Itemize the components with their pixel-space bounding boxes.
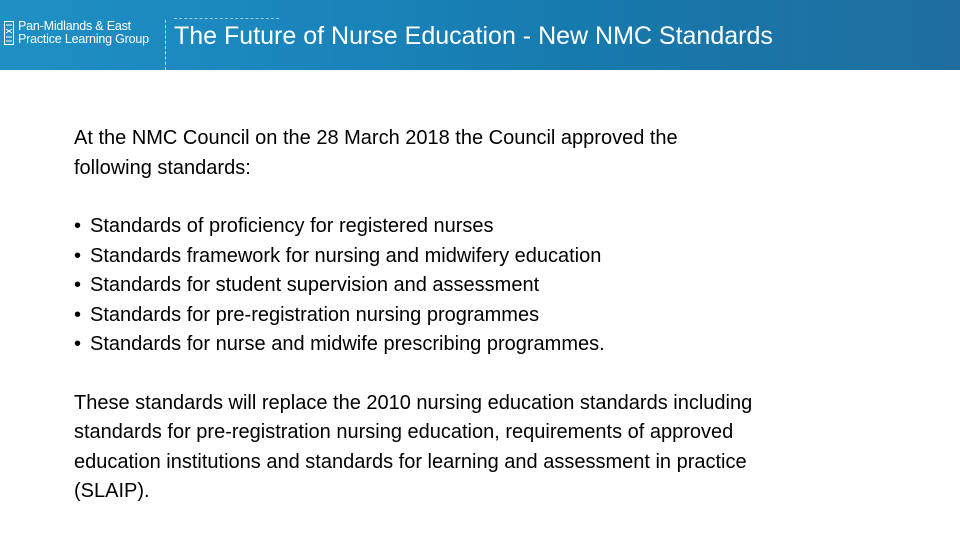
bullet-icon: • bbox=[74, 274, 82, 296]
closing-line: These standards will replace the 2010 nursing education standards including bbox=[74, 391, 753, 414]
logo-text bbox=[18, 20, 149, 46]
list-item-text: Standards framework for nursing and midwifery education bbox=[90, 244, 602, 267]
list-item-text: Standards for pre-registration nursing programmes bbox=[90, 303, 540, 326]
list-item-text: Standards for nurse and midwife prescribing programmes. bbox=[90, 333, 605, 355]
list-item bbox=[74, 271, 914, 301]
list-item-text: Standards for student supervision and assessment bbox=[90, 274, 540, 296]
closing-line: (SLAIP). bbox=[74, 480, 150, 502]
bullet-icon: • bbox=[74, 333, 82, 355]
intro-line: following standards: bbox=[74, 156, 251, 179]
header-divider bbox=[165, 20, 166, 70]
list-item bbox=[74, 330, 914, 360]
list-item bbox=[74, 301, 914, 331]
closing-line: standards for pre-registration nursing education, requirements of approved bbox=[74, 421, 734, 443]
logo-line-1: Pan-Midlands & East bbox=[18, 19, 131, 33]
header-bar bbox=[0, 0, 960, 70]
bullet-icon: • bbox=[74, 215, 82, 237]
bullet-icon: • bbox=[74, 244, 82, 267]
page-title: The Future of Nurse Education - New NMC Standards bbox=[174, 22, 773, 50]
intro-line: At the NMC Council on the 28 March 2018 the Council approved the bbox=[74, 127, 678, 149]
organisation-logo bbox=[4, 20, 149, 50]
list-item-text: Standards of proficiency for registered nurses bbox=[90, 215, 494, 237]
list-item bbox=[74, 242, 914, 272]
slide-content bbox=[74, 124, 914, 507]
closing-paragraph bbox=[74, 389, 914, 507]
closing-line: education institutions and standards for learning and assessment in practice bbox=[74, 450, 747, 473]
standards-list bbox=[74, 212, 914, 360]
bullet-icon: • bbox=[74, 303, 82, 326]
logo-emblem-icon bbox=[4, 21, 14, 45]
logo-line-2: Practice Learning Group bbox=[18, 32, 149, 46]
header-divider-top bbox=[174, 18, 279, 19]
list-item bbox=[74, 212, 914, 242]
intro-paragraph bbox=[74, 124, 914, 183]
